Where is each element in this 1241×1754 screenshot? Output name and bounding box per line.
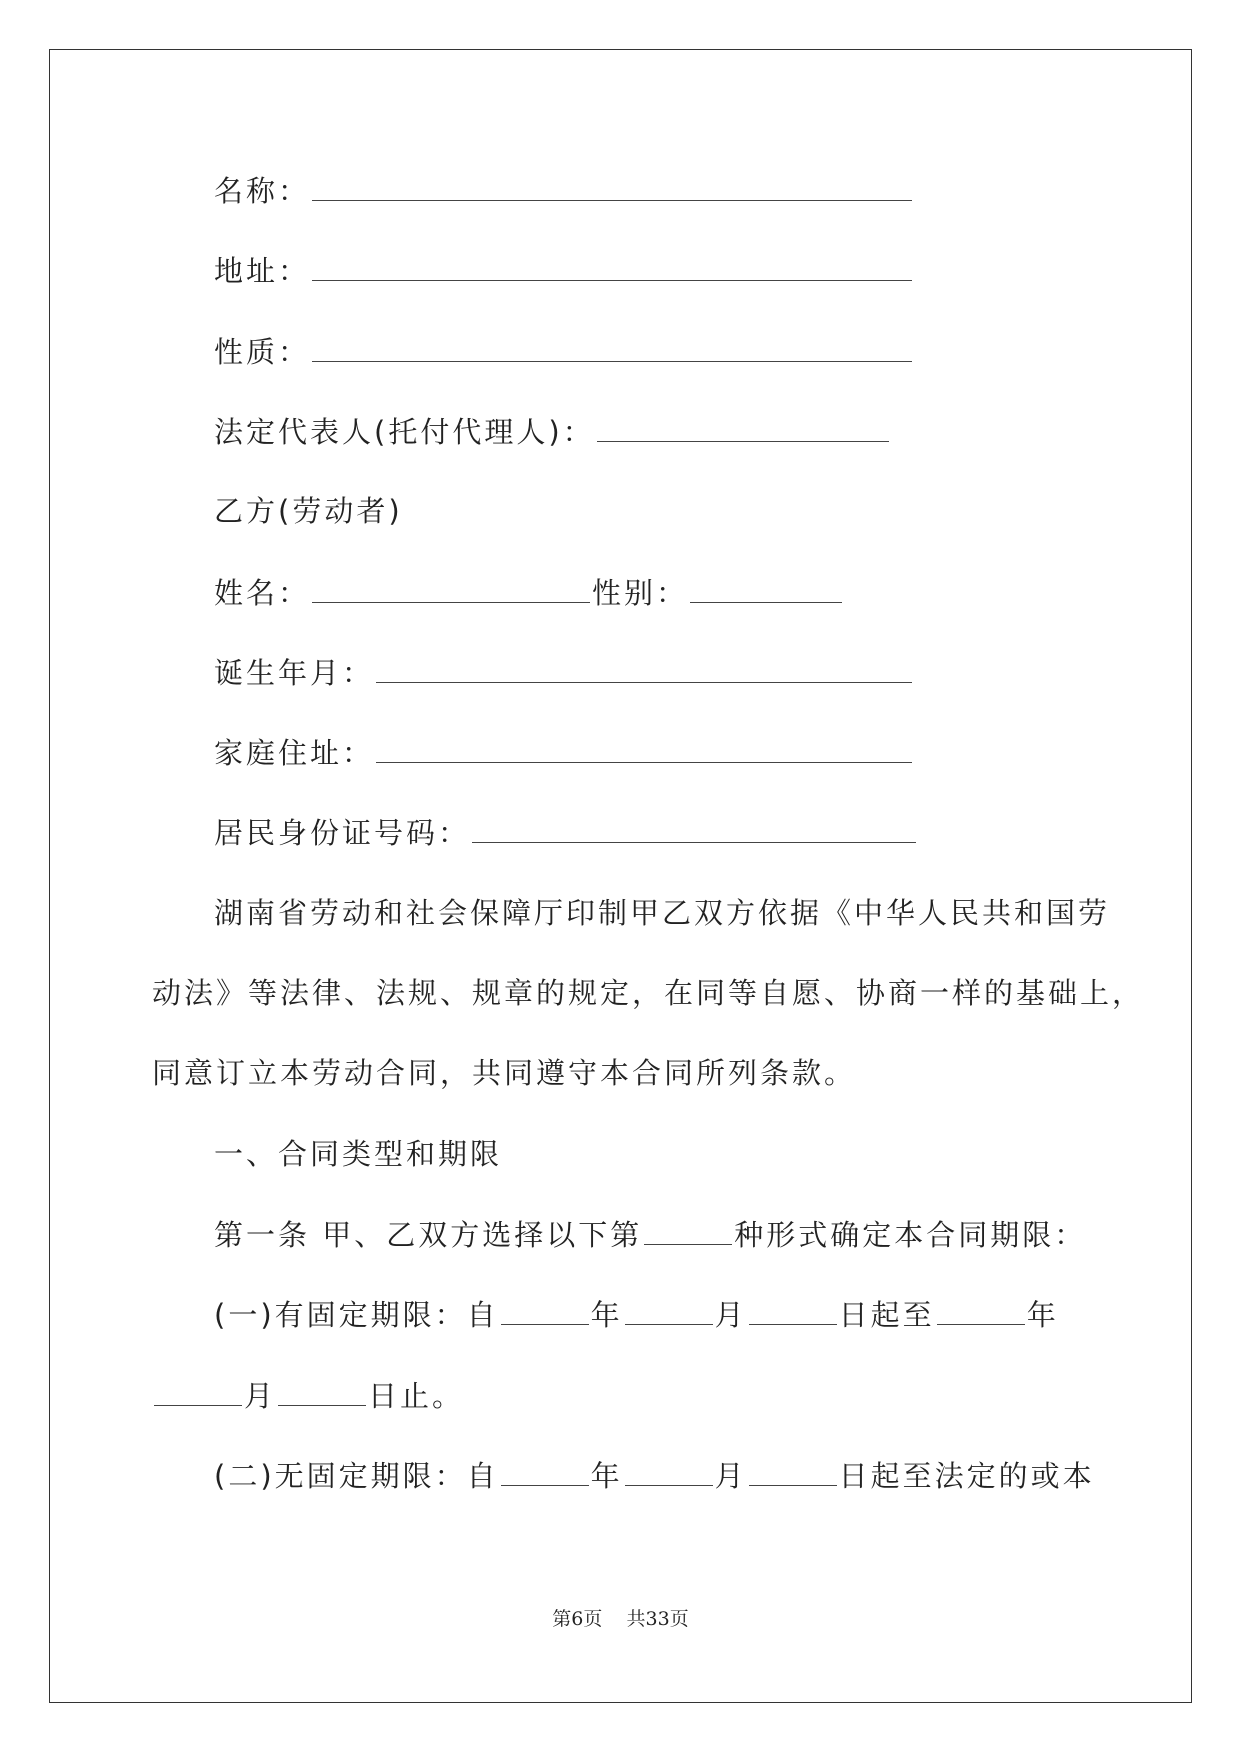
page-current: 6 [571, 1608, 584, 1630]
name-line [214, 170, 914, 211]
gender-label: 性别： [592, 576, 689, 610]
birth-line [214, 652, 914, 693]
birth-field[interactable] [376, 652, 912, 683]
total-unit: 页 [669, 1608, 689, 1630]
fixed-end-year-field[interactable] [937, 1294, 1025, 1325]
open-term-line [214, 1455, 1095, 1496]
name-gender-line [214, 572, 844, 613]
month-label: 月 [714, 1298, 747, 1332]
day-end-label: 日止。 [368, 1379, 465, 1413]
id-number-line [214, 812, 918, 853]
article-1-text-a: 第一条 甲、乙双方选择以下第 [214, 1218, 643, 1252]
fixed-term-end-line [152, 1375, 464, 1416]
id-number-label: 居民身份证号码： [214, 816, 471, 850]
name-label: 名称： [214, 174, 311, 208]
form-choice-field[interactable] [644, 1214, 732, 1245]
nature-field[interactable] [312, 331, 912, 362]
year-label: 年 [1026, 1298, 1059, 1332]
preamble-line-3: 同意订立本劳动合同，共同遵守本合同所列条款。 [152, 1056, 857, 1090]
page-unit: 页 [583, 1608, 603, 1630]
total-prefix: 共 [626, 1608, 646, 1630]
article-1-line [214, 1214, 1086, 1255]
address-line [214, 250, 914, 291]
open-start-year-field[interactable] [501, 1455, 589, 1486]
open-start-month-field[interactable] [625, 1455, 713, 1486]
open-term-tail: 日起至法定的或本 [838, 1459, 1095, 1493]
representative-field[interactable] [597, 411, 889, 442]
month-label: 月 [714, 1459, 747, 1493]
representative-line [214, 411, 891, 452]
day-from-label: 日起至 [838, 1298, 935, 1332]
party-b-heading: 乙方(劳动者) [214, 494, 403, 528]
home-address-line [214, 732, 914, 773]
representative-label: 法定代表人(托付代理人)： [214, 415, 595, 449]
person-name-field[interactable] [312, 572, 590, 603]
preamble-line-2: 动法》等法律、法规、规章的规定，在同等自愿、协商一样的基础上， [152, 976, 1145, 1010]
fixed-term-line [214, 1294, 1059, 1335]
open-term-label: (二)无固定期限：自 [214, 1459, 499, 1493]
preamble-line-1: 湖南省劳动和社会保障厅印制甲乙双方依据《中华人民共和国劳 [214, 896, 1111, 930]
address-label: 地址： [214, 254, 311, 288]
section-heading: 一、合同类型和期限 [214, 1137, 503, 1171]
page-prefix: 第 [552, 1608, 572, 1630]
month-label: 月 [244, 1379, 277, 1413]
nature-label: 性质： [214, 335, 311, 369]
home-address-field[interactable] [376, 732, 912, 763]
article-1-text-b: 种形式确定本合同期限： [734, 1218, 1087, 1252]
page-footer [0, 1604, 1241, 1631]
gender-field[interactable] [690, 572, 842, 603]
year-label: 年 [590, 1459, 623, 1493]
fixed-start-year-field[interactable] [501, 1294, 589, 1325]
fixed-term-label: (一)有固定期限：自 [214, 1298, 499, 1332]
person-name-label: 姓名： [214, 576, 311, 610]
fixed-end-month-field[interactable] [154, 1375, 242, 1406]
name-field[interactable] [312, 170, 912, 201]
fixed-end-day-field[interactable] [278, 1375, 366, 1406]
id-number-field[interactable] [472, 812, 916, 843]
address-field[interactable] [312, 250, 912, 281]
open-start-day-field[interactable] [749, 1455, 837, 1486]
nature-line [214, 331, 914, 372]
year-label: 年 [590, 1298, 623, 1332]
birth-label: 诞生年月： [214, 656, 375, 690]
page-total: 33 [645, 1608, 670, 1630]
home-address-label: 家庭住址： [214, 736, 375, 770]
fixed-start-day-field[interactable] [749, 1294, 837, 1325]
fixed-start-month-field[interactable] [625, 1294, 713, 1325]
